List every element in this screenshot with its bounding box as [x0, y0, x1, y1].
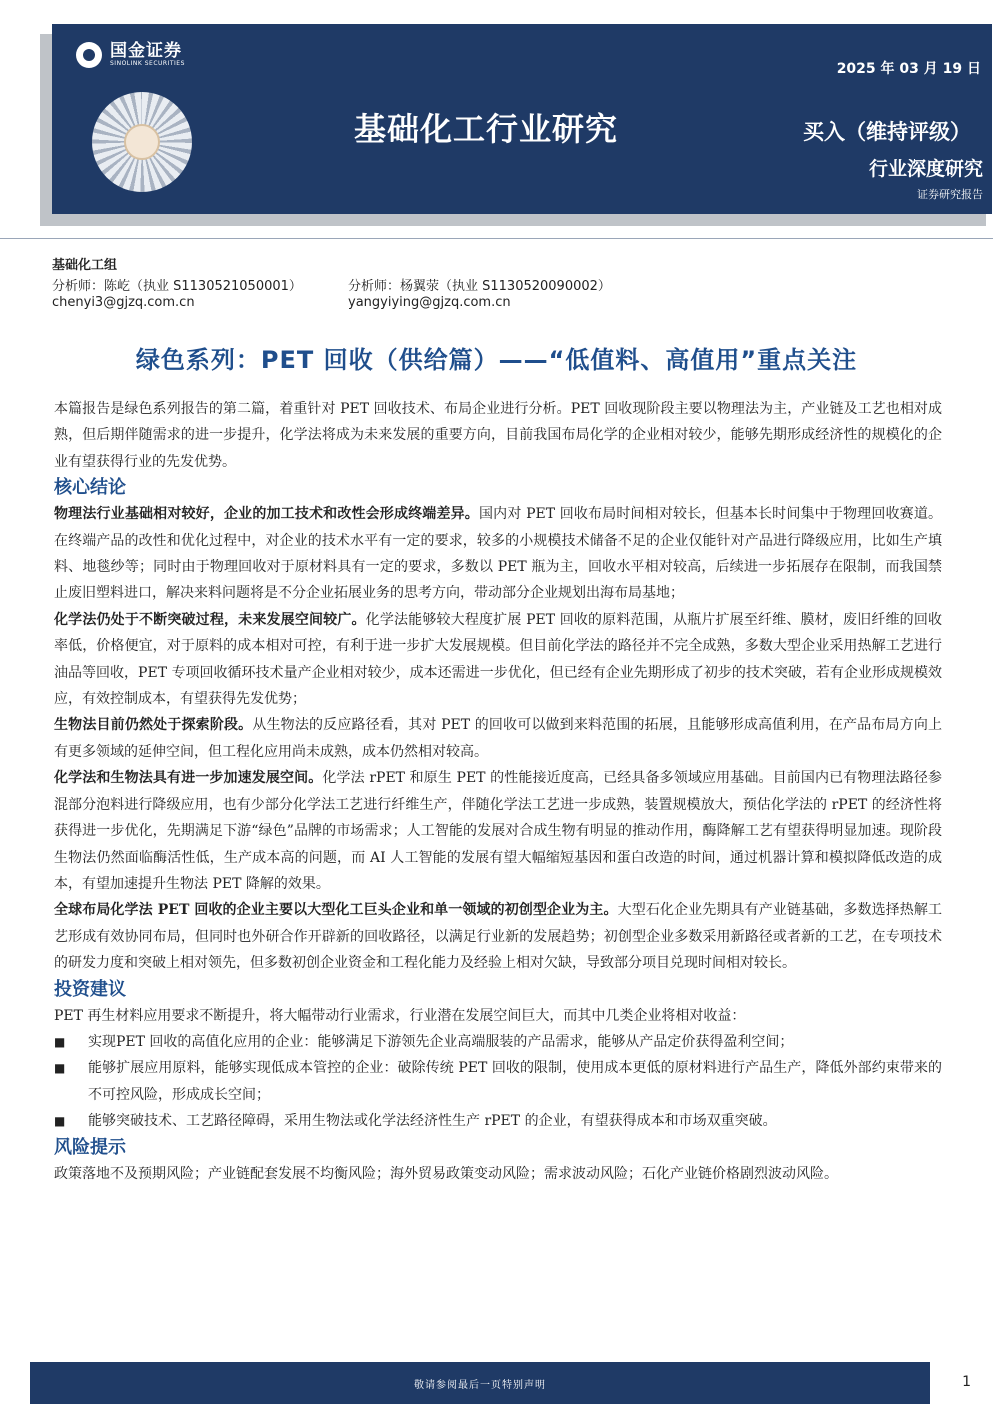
investment-bullet-1: [54, 1029, 942, 1055]
report-category: 证券研究报告: [917, 188, 983, 201]
core-paragraph-3: [54, 712, 942, 765]
company-logo: [76, 42, 185, 68]
header-divider: [0, 238, 993, 239]
core-paragraph-3-lead: 生物法目前仍然处于探索阶段。: [54, 717, 253, 734]
core-paragraph-5: [54, 897, 942, 976]
investment-intro: PET 再生材料应用要求不断提升，将大幅带动行业需求，行业潜在发展空间巨大，而其中几类企业将相对收益：: [54, 1007, 746, 1024]
team-name: 基础化工组: [52, 258, 118, 273]
footer-band: [30, 1362, 930, 1404]
logo-cn-text: 国金证券: [110, 41, 182, 61]
rating-badge: 买入（维持评级）: [803, 120, 971, 144]
investment-bullet-2-text: 能够扩展应用原料，能够实现低成本管控的企业：破除传统 PET 回收的限制，使用成本更低的原材料进行产品生产，降低外部约束带来的不可控风险，形成成长空间；: [88, 1060, 942, 1103]
core-paragraph-5-lead: 全球布局化学法 PET 回收的企业主要以大型化工巨头企业和单一领域的初创型企业为主。: [54, 902, 618, 919]
page-number: 1: [962, 1374, 971, 1390]
core-paragraph-2-text: 化学法能够较大程度扩展 PET 回收的原料范围，从瓶片扩展至纤维、膜材，废旧纤维的回收率低，价格便宜，对于原料的成本相对可控，有利于进一步扩大发展规模。但目前化学法的路径并不完全成熟，多数大型企业采用热解工艺进行油品等回收，PET 专项回收循环技术量产企业相对较少，成本还需进一步优化，但已经有企业先期形成了初步的技术突破，若有企业形成规模效应，有效控制成本，有望获得先发优势；: [54, 611, 942, 708]
core-paragraph-1-text: 国内对 PET 回收布局时间相对较长，但基本长时间集中于物理回收赛道。在终端产品的改性和优化过程中，对企业的技术水平有一定的要求，较多的小规模技术储备不足的企业仅能针对产品进行降级应用，比如生产填料、地毯纱等；同时由于物理回收对于原材料具有一定的要求，多数以 PET 瓶为主，回收水平相对较高，后续进一步拓展存在限制，而我国禁止废旧塑料进口，解决来料问题将是不分企业拓展业务的思考方向，带动部分企业规划出海布局基地；: [54, 506, 942, 602]
core-paragraph-4: [54, 765, 942, 897]
core-conclusion-heading: 核心结论: [54, 477, 126, 499]
logo-en-text: SINOLINK SECURITIES: [110, 60, 185, 67]
analyst-1-email[interactable]: chenyi3@gjzq.com.cn: [52, 295, 195, 310]
qr-center-logo-icon: [124, 124, 160, 160]
core-paragraph-4-text: 化学法 rPET 和原生 PET 的性能接近度高，已经具备多领域应用基础。目前国内已有物理法路径参混部分泡料进行降级应用，也有少部分化学法工艺进行纤维生产，伴随化学法工艺进一步成熟，装置规模放大，预估化学法的 rPET 的经济性将获得进一步优化，先期满足下游“绿色”品牌的市场需求；人工智能的发展对合成生物有明显的推动作用，酶降解工艺有望获得明显加速。现阶段生物法仍然面临酶活性低，生产成本高的问题，而 AI 人工智能的发展有望大幅缩短基因和蛋白改造的时间，通过机器计算和模拟降低改造的成本，有望加速提升生物法 PET 降解的效果。: [54, 770, 942, 892]
core-paragraph-4-lead: 化学法和生物法具有进一步加速发展空间。: [54, 770, 323, 787]
footer-disclaimer[interactable]: 敬请参阅最后一页特别声明: [414, 1380, 546, 1391]
report-date: 2025 年 03 月 19 日: [836, 61, 981, 77]
report-body: [54, 396, 942, 1187]
intro-paragraph: 本篇报告是绿色系列报告的第二篇，着重针对 PET 回收技术、布局企业进行分析。PET 回收现阶段主要以物理法为主，产业链及工艺也相对成熟，但后期伴随需求的进一步提升，化学法将成为未来发展的重要方向，目前我国布局化学的企业相对较少，能够先期形成经济性的规模化的企业有望获得行业的先发优势。: [54, 401, 942, 470]
investment-bullet-3: [54, 1108, 942, 1134]
investment-bullet-1-text: 实现PET 回收的高值化应用的企业：能够满足下游领先企业高端服装的产品需求，能够从产品定价获得盈利空间；: [88, 1033, 794, 1050]
core-paragraph-2-lead: 化学法仍处于不断突破过程，未来发展空间较广。: [54, 611, 366, 628]
core-paragraph-3-text: 从生物法的反应路径看，其对 PET 的回收可以做到来料范围的拓展，且能够形成高值利用，在产品布局方向上有更多领域的延伸空间，但工程化应用尚未成熟，成本仍然相对较高。: [54, 717, 942, 760]
core-paragraph-1-lead: 物理法行业基础相对较好，企业的加工技术和改性会形成终端差异。: [54, 506, 479, 523]
core-paragraph-5-text: 大型石化企业先期具有产业链基础，多数选择热解工艺形成有效协同布局，但同时也外研合作开辟新的回收路径，以满足行业新的发展趋势；初创型企业多数采用新路径或者新的工艺，在专项技术的研发力度和突破上相对领先，但多数初创企业资金和工程化能力及经验上相对欠缺，导致部分项目兑现时间相对较长。: [54, 902, 942, 972]
report-type: 行业深度研究: [868, 158, 983, 180]
core-paragraph-1: [54, 501, 942, 607]
analyst-2: 分析师：杨翼荥（执业 S1130520090002）: [348, 279, 611, 294]
investment-bullet-3-text: 能够突破技术、工艺路径障碍，采用生物法或化学法经济性生产 rPET 的企业，有望获得成本和市场双重突破。: [88, 1113, 777, 1130]
investment-heading: 投资建议: [54, 978, 126, 1000]
report-title: 基础化工行业研究: [354, 110, 619, 148]
analyst-2-email[interactable]: yangyiying@gjzq.com.cn: [348, 295, 511, 310]
main-title: 绿色系列：PET 回收（供给篇）——“低值料、高值用”重点关注: [135, 346, 858, 374]
investment-bullet-2: [54, 1055, 942, 1108]
risk-heading: 风险提示: [54, 1136, 126, 1158]
bullet-square-icon: ■: [54, 1061, 66, 1076]
analyst-1: 分析师：陈屹（执业 S1130521050001）: [52, 279, 302, 294]
logo-mark-icon: [76, 42, 102, 68]
core-paragraph-2: [54, 607, 942, 713]
bullet-square-icon: ■: [54, 1034, 66, 1049]
risk-text: 政策落地不及预期风险；产业链配套发展不均衡风险；海外贸易政策变动风险；需求波动风险；石化产业链价格剧烈波动风险。: [54, 1165, 838, 1182]
bullet-square-icon: ■: [54, 1114, 66, 1129]
